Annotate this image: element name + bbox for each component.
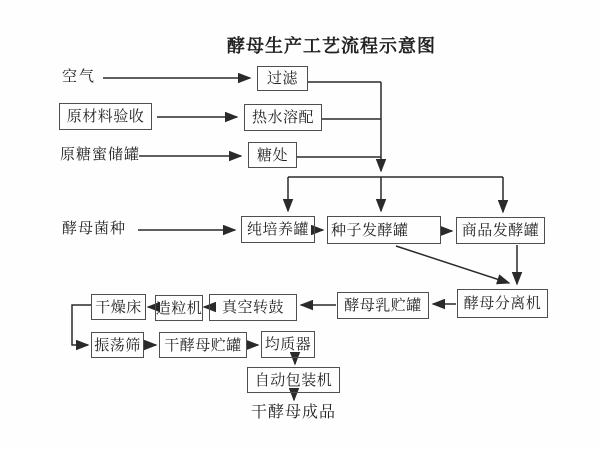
diagram-title: 酵母生产工艺流程示意图 [227, 36, 436, 56]
node-yeast-milk-tank: 酵母乳贮罐 [337, 292, 429, 319]
arrow-dryingbed-to-sieve [72, 305, 91, 345]
node-hot-water-mixing: 热水溶配 [244, 104, 322, 131]
node-granulator: 造粒机 [155, 295, 203, 321]
node-air: 空气 [62, 68, 97, 85]
node-seed-fermenter: 种子发酵罐 [327, 216, 441, 244]
node-vibrating-sieve: 振荡筛 [91, 332, 144, 358]
node-dry-yeast-product: 干酵母成品 [251, 404, 337, 421]
node-commercial-fermenter: 商品发酵罐 [456, 217, 545, 244]
node-raw-material-acceptance: 原材料验收 [59, 103, 152, 130]
node-sugar-treatment: 糖处 [248, 142, 297, 168]
node-raw-molasses-tank: 原糖蜜储罐 [60, 146, 141, 163]
node-drying-bed: 干燥床 [91, 294, 146, 320]
node-yeast-strain: 酵母菌种 [62, 220, 127, 237]
node-vacuum-drum: 真空转鼓 [209, 294, 297, 321]
arrow-seed-to-separator [396, 246, 509, 283]
node-auto-packing-machine: 自动包装机 [247, 367, 340, 393]
node-pure-culture-tank: 纯培养罐 [241, 216, 315, 243]
node-yeast-separator: 酵母分离机 [457, 289, 548, 318]
node-filter: 过滤 [257, 66, 308, 91]
node-homogenizer: 均质器 [261, 331, 315, 358]
node-dry-yeast-tank: 干酵母贮罐 [159, 332, 247, 358]
